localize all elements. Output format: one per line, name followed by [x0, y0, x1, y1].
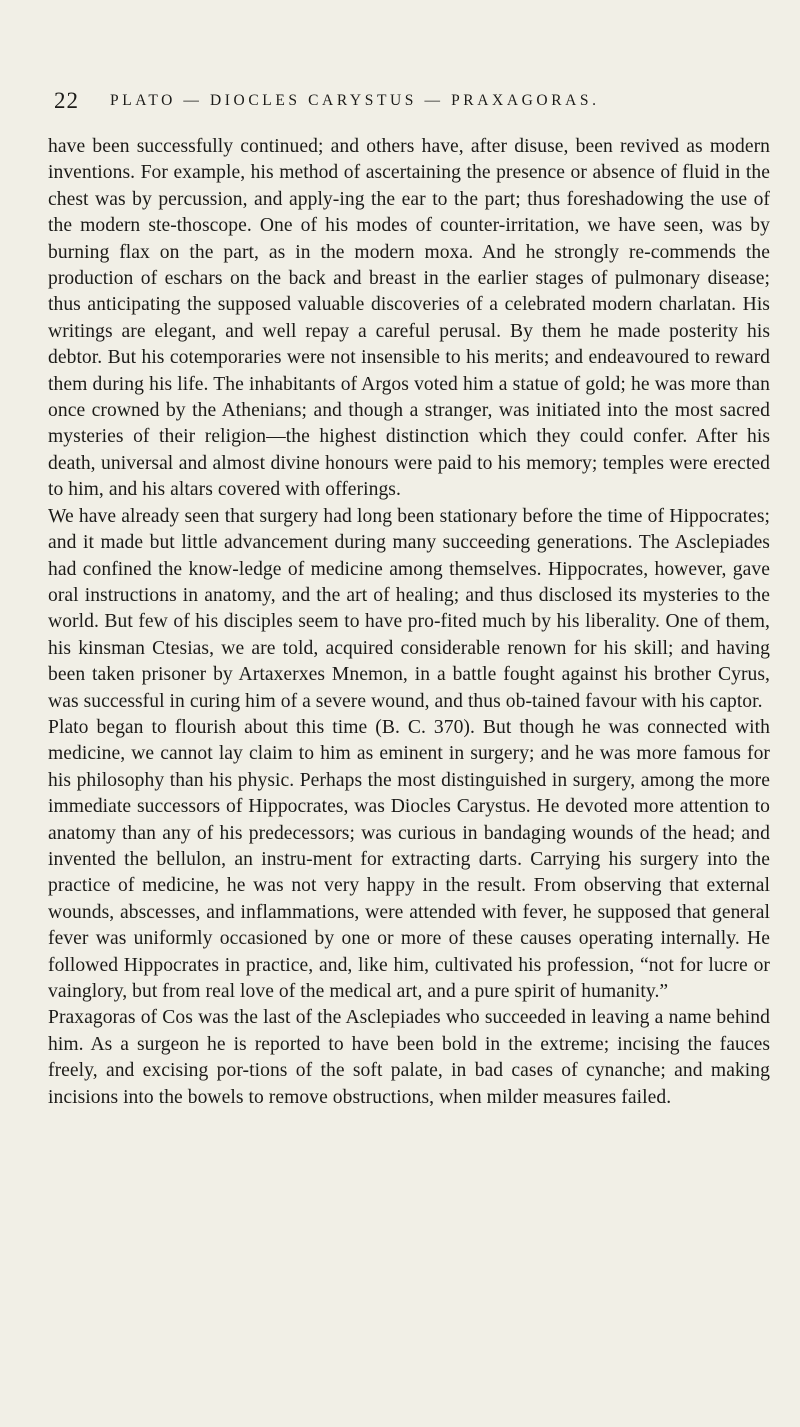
paragraph-surgery-stationary: We have already seen that surgery had long been stationary before the time of Hippocrates; and it made but little advancement during many succeeding generations. The Asclepiades had confined the know-ledge of medicine among themselves. Hippocrates, however, gave oral instructions in anatomy, and the art of healing; and thus disclosed its mysteries to the world. But few of his disciples seem to have pro-fited much by his liberality. One of them, his kinsman Ctesias, we are told, acquired considerable renown for his skill; and having been taken prisoner by Artaxerxes Mnemon, in a battle fought against his brother Cyrus, was successful in curing him of a severe wound, and thus ob-tained favour with his captor. — [48, 505, 770, 712]
running-title: PLATO — DIOCLES CARYSTUS — PRAXAGORAS. — [110, 92, 600, 109]
paragraph-hippocrates-legacy: have been successfully continued; and others have, after disuse, been revived as modern inventions. For example, his method of ascertaining the presence or absence of fluid in the chest was by percussion, and apply-ing the ear to the part; thus foreshadowing the use of the modern ste-thoscope. One of his modes of counter-irritation, we have seen, was by burning flax on the part, as in the modern moxa. And he strongly re-commends the production of eschars on the back and breast in the earlier stages of pulmonary disease; thus anticipating the supposed valuable discoveries of a celebrated modern charlatan. His writings are elegant, and well repay a careful perusal. By them he made posterity his debtor. But his cotemporaries were not insensible to his merits; and endeavoured to reward them during his life. The inhabitants of Argos voted him a statue of gold; he was more than once crowned by the Athenians; and though a stranger, was initiated into the most sacred mysteries of their religion—the highest distinction which they could confer. After his death, universal and almost divine honours were paid to his memory; temples were erected to him, and his altars covered with offerings. — [48, 136, 770, 501]
running-head — [48, 88, 770, 118]
page-number: 22 — [54, 88, 79, 113]
paragraph-plato-diocles: Plato began to flourish about this time (B. C. 370). But though he was connected with medicine, we cannot lay claim to him as eminent in surgery; and he was more famous for his philosophy than his physic. Perhaps the most distinguished in surgery, among the more immediate successors of Hippocrates, was Diocles Carystus. He devoted more attention to anatomy than any of his predecessors; was curious in bandaging wounds of the head; and invented the bellulon, an instru-ment for extracting darts. Carrying his surgery into the practice of medicine, he was not very happy in the result. From observing that external wounds, abscesses, and inflammations, were attended with fever, he supposed that general fever was uniformly occasioned by one or more of these causes operating internally. He followed Hippocrates in practice, and, like him, cultivated his profession, “not for lucre or vainglory, but from real love of the medical art, and a pure spirit of humanity.” — [48, 716, 770, 1002]
paragraph-praxagoras: Praxagoras of Cos was the last of the Asclepiades who succeeded in leaving a name behind him. As a surgeon he is reported to have been bold in the extreme; incising the fauces freely, and excising por-tions of the soft palate, in bad cases of cynanche; and making incisions into the bowels to remove obstructions, when milder measures failed. — [48, 1007, 770, 1108]
body-text — [48, 134, 770, 1111]
